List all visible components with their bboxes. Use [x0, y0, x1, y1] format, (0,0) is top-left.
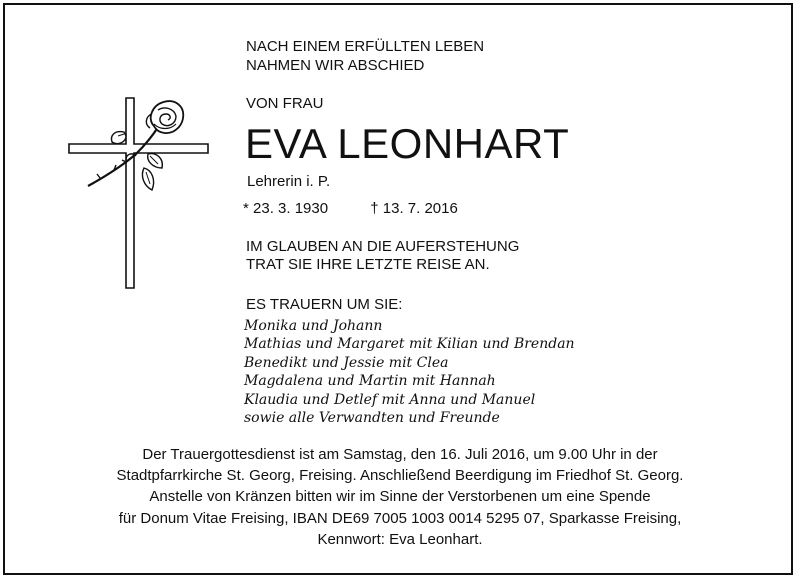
deceased-title: Lehrerin i. P. [247, 173, 331, 190]
birth-date: * 23. 3. 1930 [243, 200, 329, 217]
mourner-line: Mathias und Margaret mit Kilian und Brendan [244, 336, 575, 353]
notice-line: Anstelle von Kränzen bitten wir im Sinne der Verstorbenen um eine Spende [149, 488, 651, 506]
mourner-line: Magdalena und Martin mit Hannah [244, 373, 496, 390]
intro-text [246, 37, 484, 75]
mourner-line: sowie alle Verwandten und Freunde [244, 410, 500, 427]
notice-line: Der Trauergottesdienst ist am Samstag, den 16. Juli 2016, um 9.00 Uhr in der [142, 446, 658, 463]
life-dates [243, 200, 458, 217]
faith-line-2: TRAT SIE IHRE LETZTE REISE AN. [246, 256, 490, 273]
deceased-name: EVA LEONHART [245, 120, 570, 167]
death-date: † 13. 7. 2016 [370, 200, 458, 217]
faith-line-1: IM GLAUBEN AN DIE AUFERSTEHUNG [246, 238, 520, 255]
mourners-list [244, 317, 575, 427]
mourner-line: Klaudia und Detlef mit Anna und Manuel [244, 391, 536, 408]
mourner-line: Monika und Johann [244, 318, 383, 334]
faith-text [246, 238, 519, 274]
service-notice [0, 444, 800, 550]
salutation: VON FRAU [246, 95, 324, 112]
notice-line: Kennwort: Eva Leonhart. [317, 530, 483, 548]
notice-line: für Donum Vitae Freising, IBAN DE69 7005 1003 0014 5295 07, Sparkasse Freising, [118, 509, 682, 527]
notice-line: Stadtpfarrkirche St. Georg, Freising. Anschließend Beerdigung im Friedhof St. Georg. [116, 467, 684, 485]
mourners-heading: ES TRAUERN UM SIE: [246, 296, 403, 313]
intro-line-1: NACH EINEM ERFÜLLTEN LEBEN [246, 38, 485, 55]
cross-with-rose-icon [66, 96, 212, 292]
intro-line-2: NAHMEN WIR ABSCHIED [246, 57, 425, 74]
mourner-line: Benedikt und Jessie mit Clea [244, 354, 449, 371]
